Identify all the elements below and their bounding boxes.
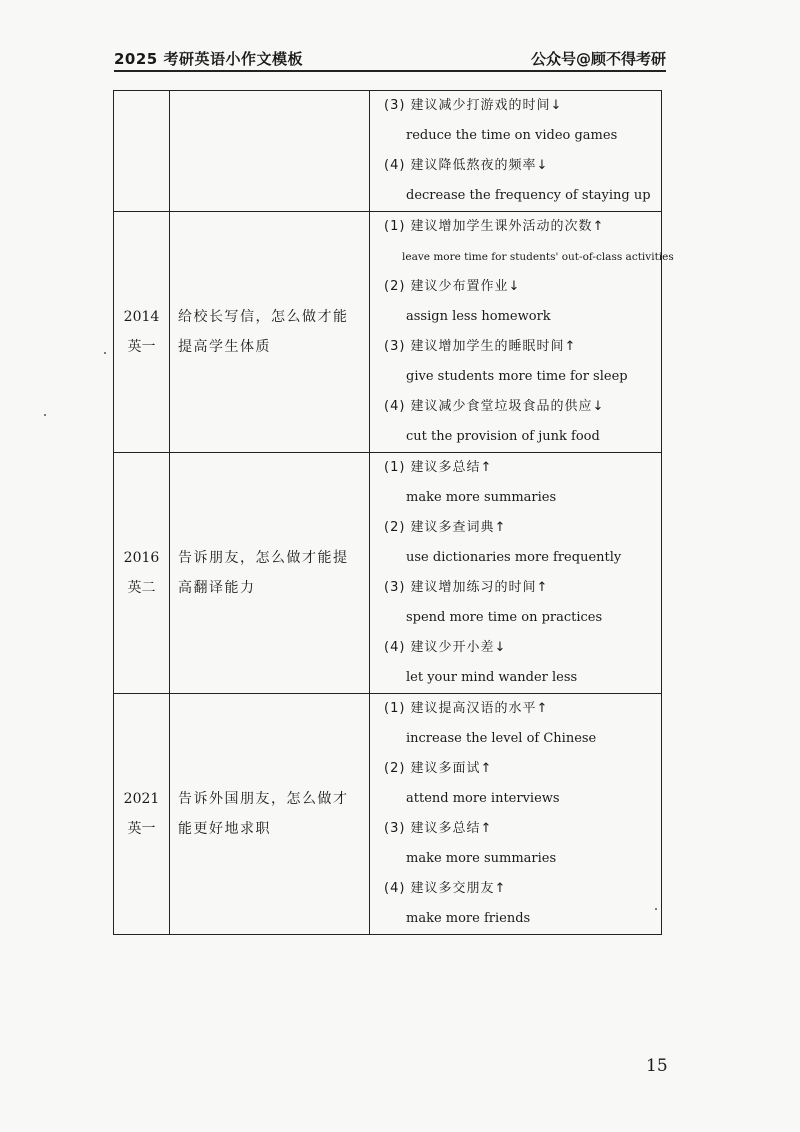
suggestion-cn: (3) 建议增加练习的时间↑ bbox=[384, 580, 549, 595]
table-row bbox=[114, 694, 662, 935]
scan-speck bbox=[104, 352, 106, 354]
suggestion-cn: (1) 建议多总结↑ bbox=[384, 460, 493, 475]
suggestion-cn: (1) 建议增加学生课外活动的次数↑ bbox=[384, 219, 605, 234]
suggestion-en: let your mind wander less bbox=[406, 670, 578, 685]
suggestion-en: spend more time on practices bbox=[406, 610, 603, 625]
suggestion-cn: (1) 建议提高汉语的水平↑ bbox=[384, 701, 549, 716]
suggestion-cn: (4) 建议少开小差↓ bbox=[384, 640, 507, 655]
suggestion-cn: (2) 建议多面试↑ bbox=[384, 761, 493, 776]
suggestion-en: make more summaries bbox=[406, 490, 557, 505]
topic-cell: 告诉外国朋友，怎么做才能更好地求职 bbox=[170, 694, 370, 935]
scan-speck bbox=[44, 414, 46, 416]
exam-type: 英一 bbox=[127, 821, 156, 837]
suggestion-en: cut the provision of junk food bbox=[406, 429, 600, 444]
suggestion-en: attend more interviews bbox=[406, 791, 560, 806]
suggestion-cn: (4) 建议减少食堂垃圾食品的供应↓ bbox=[384, 399, 605, 414]
suggestion-cn: (4) 建议多交朋友↑ bbox=[384, 881, 507, 896]
header-title: 2025 考研英语小作文模板 bbox=[114, 50, 303, 68]
suggestion-cn: (3) 建议减少打游戏的时间↓ bbox=[384, 98, 563, 113]
page-number: 15 bbox=[646, 1056, 668, 1076]
scan-speck bbox=[655, 908, 657, 910]
exam-year: 2021 bbox=[123, 791, 160, 807]
suggestions-cell bbox=[370, 694, 662, 935]
year-cell bbox=[114, 212, 170, 453]
suggestion-en: reduce the time on video games bbox=[406, 128, 618, 143]
suggestion-cn: (3) 建议增加学生的睡眠时间↑ bbox=[384, 339, 577, 354]
suggestion-cn: (2) 建议多查词典↑ bbox=[384, 520, 507, 535]
topic-cell: 告诉朋友，怎么做才能提高翻译能力 bbox=[170, 453, 370, 694]
year-cell bbox=[114, 453, 170, 694]
header-account: 公众号@顾不得考研 bbox=[530, 50, 666, 68]
page-header bbox=[114, 44, 666, 72]
table-row bbox=[114, 91, 662, 212]
suggestions-cell bbox=[370, 453, 662, 694]
topic-cell: 给校长写信，怎么做才能提高学生体质 bbox=[170, 212, 370, 453]
exam-type: 英一 bbox=[127, 339, 156, 355]
table-row bbox=[114, 453, 662, 694]
suggestion-en: make more summaries bbox=[406, 851, 557, 866]
suggestion-en: use dictionaries more frequently bbox=[406, 550, 622, 565]
suggestion-en: assign less homework bbox=[406, 309, 551, 324]
suggestion-en: give students more time for sleep bbox=[406, 369, 628, 384]
suggestion-en: make more friends bbox=[406, 911, 531, 926]
suggestions-cell bbox=[370, 91, 662, 212]
suggestion-en: decrease the frequency of staying up bbox=[406, 188, 651, 203]
suggestions-cell bbox=[370, 212, 674, 453]
exam-year: 2016 bbox=[123, 550, 160, 566]
year-cell bbox=[114, 91, 170, 212]
topic-cell bbox=[170, 91, 370, 212]
suggestion-cn: (3) 建议多总结↑ bbox=[384, 821, 493, 836]
exam-type: 英二 bbox=[127, 580, 156, 596]
table-row bbox=[114, 212, 662, 453]
suggestion-cn: (2) 建议少布置作业↓ bbox=[384, 279, 521, 294]
suggestions-table bbox=[113, 90, 674, 935]
exam-year: 2014 bbox=[123, 309, 160, 325]
suggestion-en: increase the level of Chinese bbox=[406, 731, 597, 746]
suggestion-en: leave more time for students' out-of-class activities bbox=[402, 251, 674, 263]
suggestion-cn: (4) 建议降低熬夜的频率↓ bbox=[384, 158, 549, 173]
year-cell bbox=[114, 694, 170, 935]
